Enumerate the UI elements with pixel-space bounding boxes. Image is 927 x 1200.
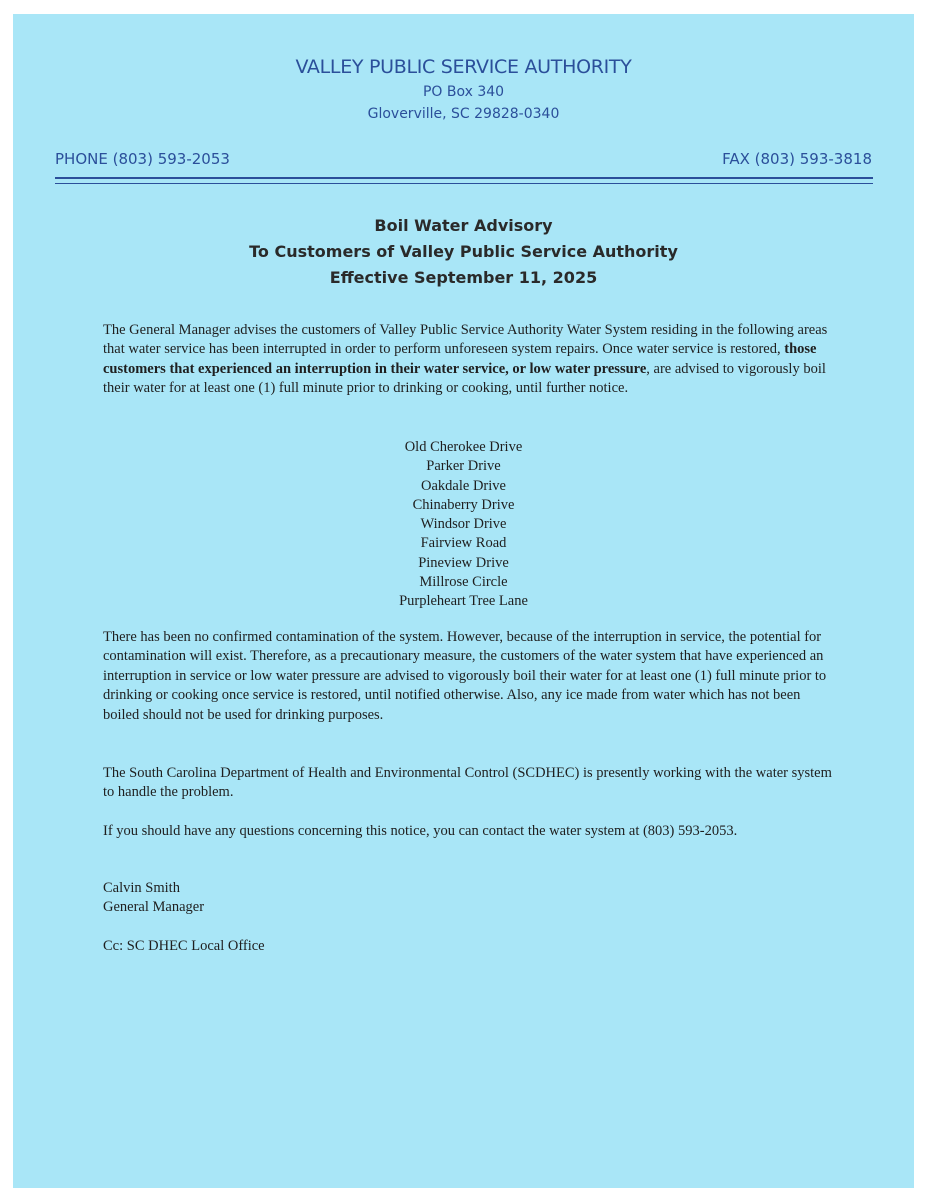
affected-streets-list [13, 438, 914, 612]
fax-number: FAX (803) 593-3818 [722, 150, 872, 168]
street-item: Windsor Drive [420, 516, 507, 533]
street-item: Chinaberry Drive [412, 496, 515, 513]
intro-bold-text: those customers that experienced an interruption in their water service, or low water pressure [103, 341, 817, 377]
intro-text-end: , are advised to vigorously boil their water for at least one (1) full minute prior to drinking or cooking, until further notice. [103, 360, 826, 397]
signatory-title: General Manager [103, 899, 205, 916]
cc-line: Cc: SC DHEC Local Office [103, 938, 265, 954]
scdhec-paragraph: The South Carolina Department of Health and Environmental Control (SCDHEC) is presently working with the water system to handle the problem. [103, 765, 832, 801]
document-page [13, 14, 914, 1188]
phone-number: PHONE (803) 593-2053 [55, 150, 230, 168]
street-item: Old Cherokee Drive [404, 439, 523, 455]
street-item: Pineview Drive [418, 554, 509, 571]
letterhead-divider-thin [55, 183, 873, 184]
advisory-effective-date: Effective September 11, 2025 [329, 268, 598, 287]
letterhead-divider-thick [55, 177, 873, 179]
advisory-title: Boil Water Advisory [374, 216, 553, 235]
organization-name: VALLEY PUBLIC SERVICE AUTHORITY [295, 56, 632, 78]
street-item: Oakdale Drive [421, 477, 506, 494]
address-line-2: Gloverville, SC 29828-0340 [367, 106, 560, 122]
street-item: Fairview Road [420, 535, 507, 552]
questions-paragraph: If you should have any questions concerning this notice, you can contact the water system at (803) 593-2053. [103, 823, 738, 839]
intro-paragraph [103, 321, 833, 399]
street-item: Parker Drive [426, 458, 501, 475]
signature-block [103, 879, 204, 918]
street-item: Purpleheart Tree Lane [399, 593, 528, 610]
address-line-1: PO Box 340 [422, 84, 505, 100]
signatory-name: Calvin Smith [103, 880, 180, 896]
street-item: Millrose Circle [419, 574, 508, 591]
advisory-subtitle: To Customers of Valley Public Service Authority [249, 242, 678, 261]
contamination-paragraph: There has been no confirmed contamination of the system. However, because of the interruption in service, the potential for contamination will exist. Therefore, as a precautionary measure, the customers of the water system that have experienced an interruption in service or low water pressure are advised to vigorously boil their water for at least one (1) full minute prior to drinking or cooking once service is restored, until notified otherwise. Also, any ice made from water which has not been boiled should not be used for drinking purposes. [103, 629, 827, 723]
intro-text-start: The General Manager advises the customers of Valley Public Service Authority Water System residing in the following areas that water service has been interrupted in order to perform unforeseen system repairs. Once water service is restored, [103, 322, 828, 358]
